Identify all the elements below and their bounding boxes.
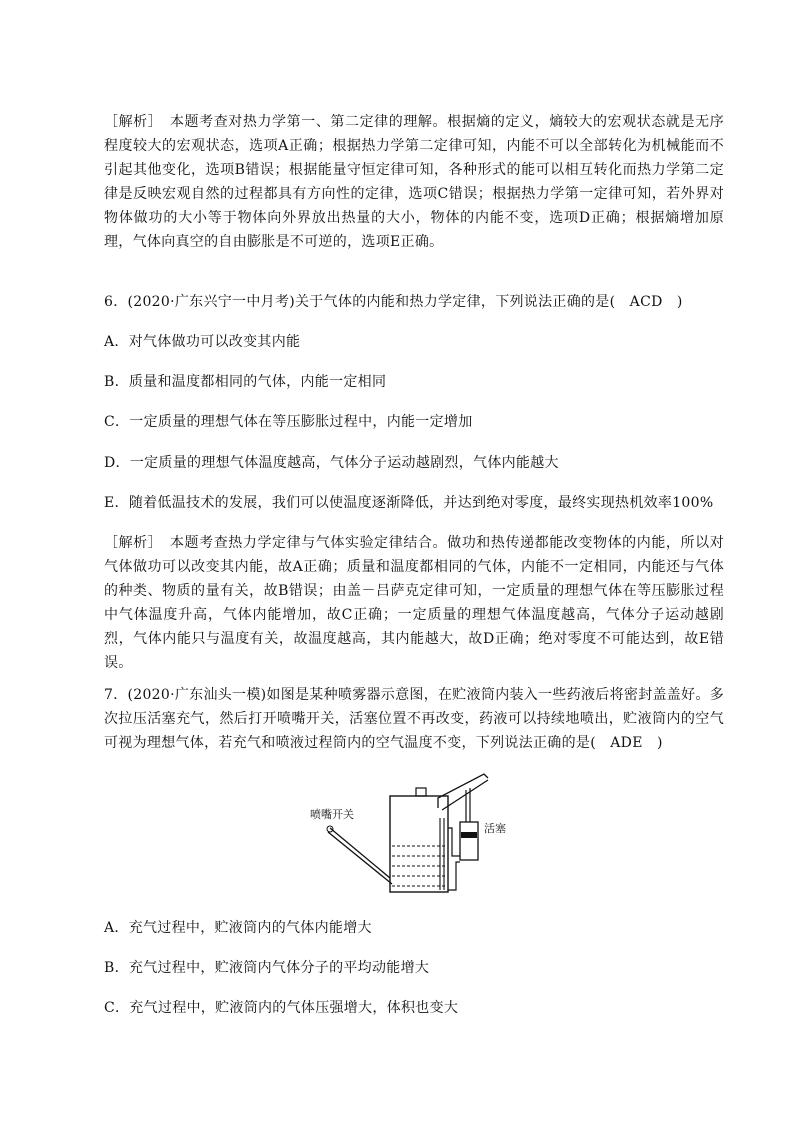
sprayer-svg: [308, 766, 498, 906]
analysis-q6: ［解析］ 本题考查热力学定律与气体实验定律结合。做功和热传递都能改变物体的内能，所以对气体做功可以改变其内能，故A正确；质量和温度都相同的气体，内能不一定相同，内能还与气体的种类、物质的量有关，故B错误；由盖－吕萨克定律可知，一定质量的理想气体在等压膨胀过程中气体温度升高，气体内能增加，故C正确；一定质量的理想气体温度越高，气体分子运动越剧烈，气体内能只与温度有关，故温度越高，其内能越大，故D正确；绝对零度不可能达到，故E错误。: [104, 535, 724, 671]
question-6-stem: 6．(2020·广东兴宁一中月考)关于气体的内能和热力学定律，下列说法正确的是( ACD ): [104, 294, 683, 310]
question-7-option-c: C．充气过程中，贮液筒内的气体压强增大，体积也变大: [104, 1000, 459, 1016]
analysis-q5: ［解析］ 本题考查对热力学第一、第二定律的理解。根据熵的定义，熵较大的宏观状态就是无序程度较大的宏观状态，选项A正确；根据热力学第二定律可知，内能不可以全部转化为机械能而不引起其他变化，选项B错误；根据能量守恒定律可知，各种形式的能可以相互转化而热力学第二定律是反映宏观自然的过程都具有方向性的定律，选项C错误；根据热力学第一定律可知，若外界对物体做功的大小等于物体向外界放出热量的大小，物体的内能不变，选项D正确；根据熵增加原理，气体向真空的自由膨胀是不可逆的，选项E正确。: [104, 114, 724, 250]
question-6-option-e: E．随着低温技术的发展，我们可以使温度逐渐降低，并达到绝对零度，最终实现热机效率100%: [104, 495, 714, 511]
question-6-option-a: A．对气体做功可以改变其内能: [104, 334, 301, 350]
question-7-option-a: A．充气过程中，贮液筒内的气体内能增大: [104, 920, 372, 936]
question-6-option-c: C．一定质量的理想气体在等压膨胀过程中，内能一定增加: [104, 414, 473, 430]
question-6-option-b: B．质量和温度都相同的气体，内能一定相同: [104, 374, 387, 390]
label-nozzle-switch: 喷嘴开关: [310, 808, 354, 821]
sprayer-diagram: [308, 766, 506, 906]
question-7-option-b: B．充气过程中，贮液筒内气体分子的平均动能增大: [104, 960, 430, 976]
label-piston: 活塞: [484, 822, 506, 835]
question-6-option-d: D．一定质量的理想气体温度越高，气体分子运动越剧烈，气体内能越大: [104, 455, 559, 471]
question-7-stem: 7．(2020·广东汕头一模)如图是某种喷雾器示意图，在贮液筒内装入一些药液后将密封盖盖好。多次拉压活塞充气，然后打开喷嘴开关，活塞位置不再改变，药液可以持续地喷出，贮液筒内的空气可视为理想气体，若充气和喷液过程筒内的空气温度不变，下列说法正确的是( ADE ): [104, 687, 725, 751]
